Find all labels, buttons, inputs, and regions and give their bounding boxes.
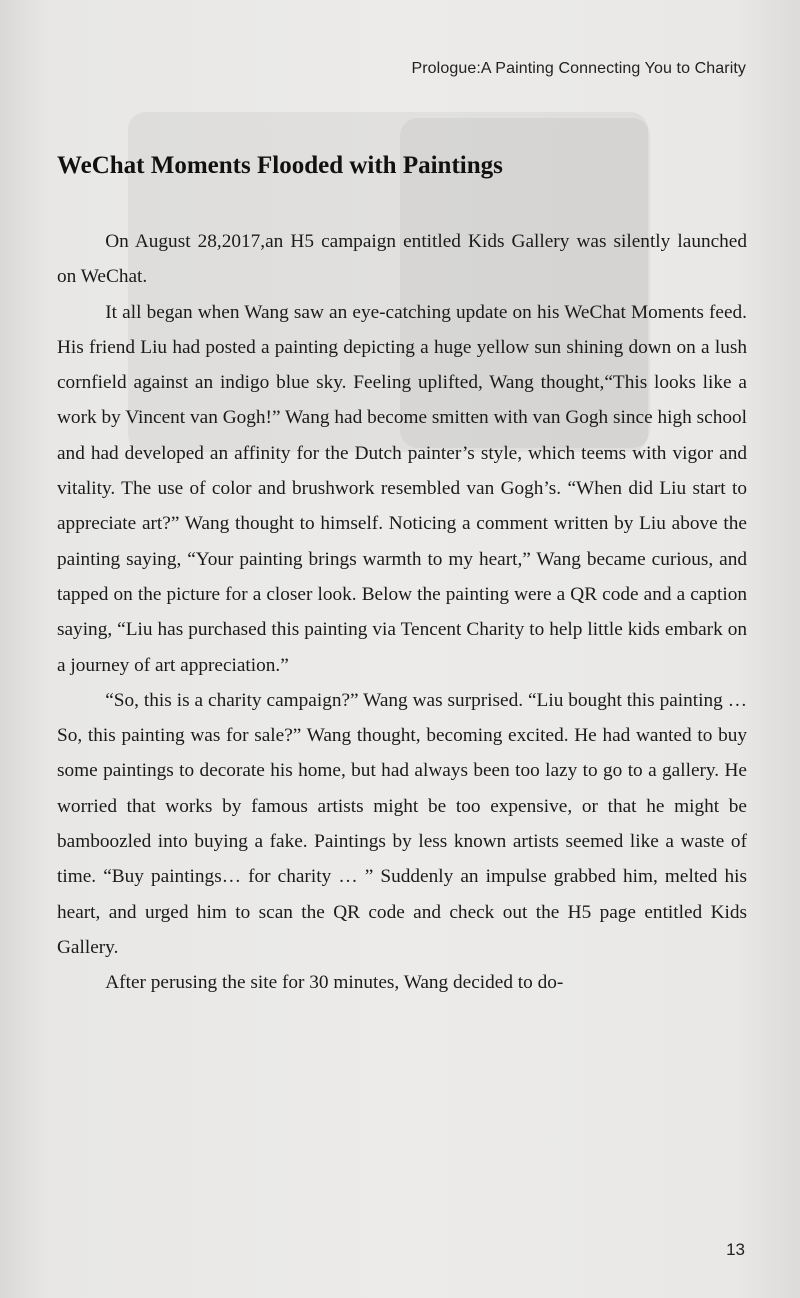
page-number: 13 [726,1240,745,1259]
paragraph: After perusing the site for 30 minutes, Wang decided to do- [105,972,564,994]
body-text [57,224,747,1001]
paragraph: It all began when Wang saw an eye-catching update on his WeChat Moments feed. His friend Liu had posted a painting depicting a huge yellow sun shining down on a lush cornfield against an indigo blue sky. Feeling uplifted, Wang thought,“This looks like a work by Vincent van Gogh!” Wang had become smitten with van Gogh since high school and had developed an affinity for the Dutch painter’s style, which teems with vigor and vitality. The use of color and brushwork resembled van Gogh’s. “When did Liu start to appreciate art?” Wang thought to himself. Noticing a comment written by Liu above the painting saying, “Your painting brings warmth to my heart,” Wang became curious, and tapped on the picture for a closer look. Below the painting were a QR code and a caption saying, “Liu has purchased this painting via Tencent Charity to help little kids embark on a journey of art appreciation.” [57,301,747,676]
paragraph: “So, this is a charity campaign?” Wang was surprised. “Liu bought this painting … So, this painting was for sale?” Wang thought, becoming excited. He had wanted to buy some paintings to decorate his home, but had always been too lazy to go to a gallery. He worried that works by famous artists might be too expensive, or that he might be bamboozled into buying a fake. Paintings by less known artists seemed like a waste of time. “Buy paintings… for charity … ” Suddenly an impulse grabbed him, melted his heart, and urged him to scan the QR code and check out the H5 page entitled Kids Gallery. [57,689,747,958]
section-heading: WeChat Moments Flooded with Paintings [57,152,503,179]
running-header: Prologue:A Painting Connecting You to Charity [411,60,746,77]
paragraph: On August 28,2017,an H5 campaign entitled Kids Gallery was silently launched on WeChat. [57,231,747,288]
